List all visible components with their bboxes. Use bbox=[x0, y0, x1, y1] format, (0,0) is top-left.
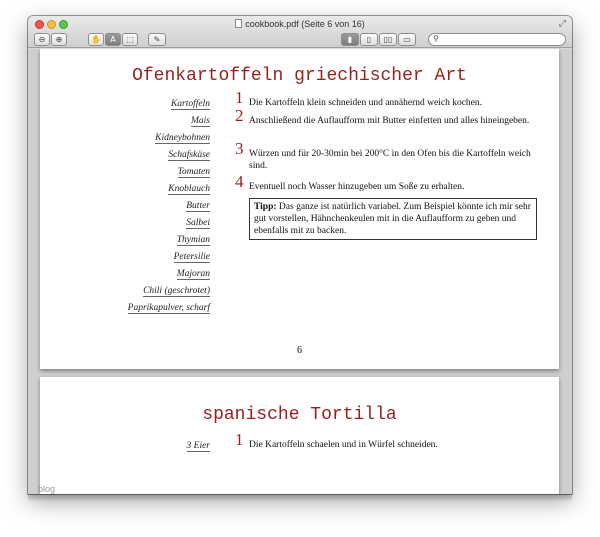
step-number: 2 bbox=[235, 106, 244, 125]
tip-box bbox=[249, 198, 537, 240]
fullscreen-icon[interactable]: ⤢ bbox=[558, 19, 566, 29]
step-number: 1 bbox=[235, 430, 244, 449]
recipe-step bbox=[235, 172, 535, 195]
view-two-pages-button[interactable]: ▯▯ bbox=[379, 33, 397, 46]
search-input[interactable] bbox=[428, 33, 566, 46]
step-number: 1 bbox=[235, 88, 244, 107]
recipe-title: Ofenkartoffeln griechischer Art bbox=[132, 66, 467, 86]
search-icon: ⚲ bbox=[433, 34, 439, 43]
view-single-page-button[interactable]: ▮ bbox=[341, 33, 359, 46]
recipe-title: spanische Tortilla bbox=[202, 405, 397, 425]
step-text: Anschließend die Auflaufform mit Butter einfetten und alles hineingeben. bbox=[249, 116, 530, 126]
step-text: Die Kartoffeln schaelen und in Würfel schneiden. bbox=[249, 440, 438, 450]
text-select-button[interactable]: A bbox=[105, 33, 121, 46]
recipe-step bbox=[235, 139, 535, 181]
recipe-step bbox=[235, 430, 535, 455]
ingredient-list bbox=[40, 97, 210, 318]
pdf-page-7 bbox=[40, 377, 559, 494]
pdf-page-6 bbox=[40, 49, 559, 369]
watermark-text: blog bbox=[38, 484, 56, 494]
zoom-in-button[interactable]: ⊕ bbox=[51, 33, 67, 46]
tip-label: Tipp: bbox=[254, 202, 277, 212]
pdf-document-icon bbox=[235, 19, 242, 28]
document-viewport[interactable] bbox=[28, 49, 572, 494]
preview-window bbox=[28, 16, 572, 494]
recipe-step bbox=[235, 106, 535, 148]
tip-text: Das ganze ist natürlich variabel. Zum Beispiel könnte ich mir sehr gut vorstellen, Hähnchenkeulen mit in die Auflaufform zu geben und ebenfalls mit zu backen. bbox=[254, 202, 531, 236]
ingredient-item[interactable]: Schafskäse bbox=[168, 150, 210, 160]
view-continuous-button[interactable]: ▭ bbox=[398, 33, 416, 46]
step-text: Eventuell noch Wasser hinzugeben um Soße zu erhalten. bbox=[249, 182, 465, 192]
step-text: Würzen und für 20-30min bei 200°C in den Ofen bis die Kartoffeln weich sind. bbox=[249, 149, 531, 171]
ingredient-item[interactable]: Knoblauch bbox=[168, 184, 210, 194]
step-number: 3 bbox=[235, 139, 244, 158]
window-shadow bbox=[28, 494, 572, 502]
window-title-text: cookbook.pdf (Seite 6 von 16) bbox=[245, 19, 365, 29]
ingredient-item[interactable]: Tomaten bbox=[177, 167, 210, 177]
step-list bbox=[235, 88, 535, 195]
hand-tool-button[interactable]: ✋ bbox=[88, 33, 104, 46]
view-sidebar-button[interactable]: ▯ bbox=[360, 33, 378, 46]
ingredient-item[interactable]: Chili (geschrotet) bbox=[143, 286, 210, 296]
step-list bbox=[235, 430, 535, 455]
zoom-out-button[interactable]: ⊖ bbox=[34, 33, 50, 46]
rect-select-button[interactable]: ⬚ bbox=[122, 33, 138, 46]
ingredient-list bbox=[40, 439, 210, 456]
page-number: 6 bbox=[297, 345, 302, 356]
ingredient-item[interactable]: Majoran bbox=[176, 269, 210, 279]
ingredient-item[interactable]: Petersilie bbox=[173, 252, 210, 262]
annotate-button[interactable]: ✎ bbox=[148, 33, 166, 46]
ingredient-item[interactable]: Kidneybohnen bbox=[155, 133, 210, 143]
ingredient-item[interactable]: Mais bbox=[191, 116, 210, 126]
ingredient-item[interactable]: Paprikapulver, scharf bbox=[127, 303, 210, 313]
recipe-step bbox=[235, 88, 535, 115]
ingredient-item[interactable]: 3 Eier bbox=[186, 441, 210, 451]
step-number: 4 bbox=[235, 172, 244, 191]
window-title bbox=[28, 19, 572, 29]
ingredient-item[interactable]: Butter bbox=[186, 201, 210, 211]
ingredient-item[interactable]: Salbei bbox=[186, 218, 210, 228]
step-text: Die Kartoffeln klein schneiden und annähernd weich kochen. bbox=[249, 98, 483, 108]
ingredient-item[interactable]: Thymian bbox=[176, 235, 210, 245]
ingredient-item[interactable]: Kartoffeln bbox=[170, 99, 210, 109]
title-bar bbox=[28, 16, 572, 48]
